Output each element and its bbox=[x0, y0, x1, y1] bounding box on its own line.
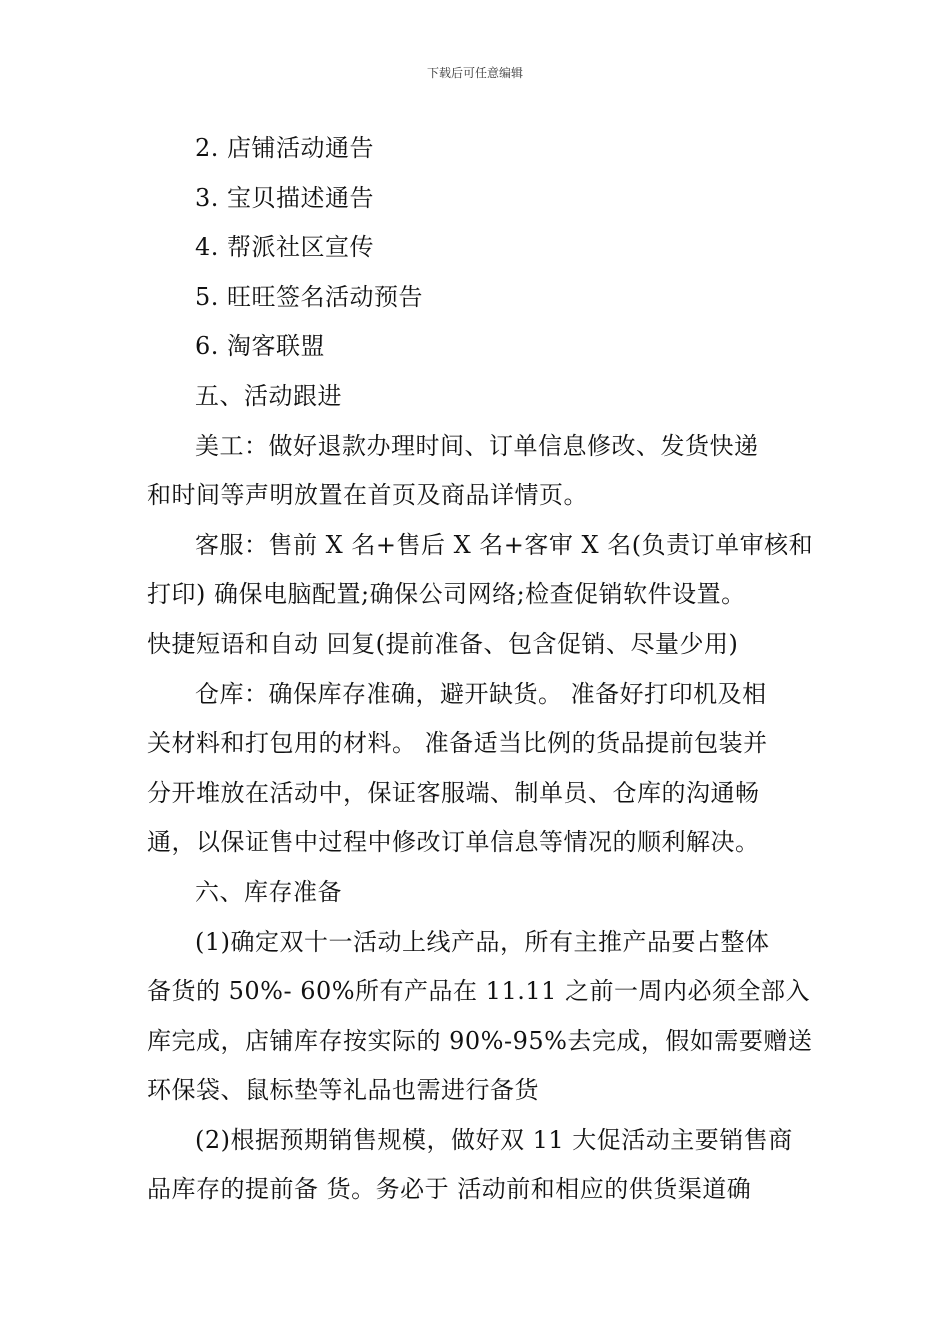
list-item-3: 3. 宝贝描述通告 bbox=[195, 183, 375, 212]
paragraph-line: (2)根据预期销售规模，做好双 11 大促活动主要销售商 bbox=[195, 1125, 793, 1154]
paragraph-line: 和时间等声明放置在首页及商品详情页。 bbox=[147, 481, 588, 510]
paragraph-line: 库完成，店铺库存按实际的 90%-95%去完成，假如需要赠送 bbox=[147, 1026, 813, 1055]
page-header: 下载后可任意编辑 bbox=[426, 66, 523, 80]
paragraph-line: (1)确定双十一活动上线产品，所有主推产品要占整体 bbox=[195, 927, 770, 956]
paragraph-line: 美工：做好退款办理时间、订单信息修改、发货快递 bbox=[195, 431, 759, 460]
paragraph-line: 环保袋、鼠标垫等礼品也需进行备货 bbox=[147, 1076, 539, 1105]
list-item-2: 2. 店铺活动通告 bbox=[195, 134, 375, 162]
paragraph-line: 打印) 确保电脑配置;确保公司网络;检查促销软件设置。 bbox=[147, 580, 746, 609]
paragraph-line: 通，以保证售中过程中修改订单信息等情况的顺利解决。 bbox=[147, 828, 760, 857]
paragraph-line: 关材料和打包用的材料。 准备适当比例的货品提前包装并 bbox=[147, 729, 768, 758]
list-item-5: 5. 旺旺签名活动预告 bbox=[195, 282, 424, 311]
paragraph-line: 品库存的提前备 货。务必于 活动前和相应的供货渠道确 bbox=[147, 1175, 752, 1204]
list-item-6: 6. 淘客联盟 bbox=[195, 332, 326, 361]
list-item-4: 4. 帮派社区宣传 bbox=[195, 233, 375, 262]
paragraph-line: 快捷短语和自动 回复(提前准备、包含促销、尽量少用) bbox=[147, 629, 739, 658]
paragraph-line: 备货的 50%- 60%所有产品在 11.11 之前一周内必须全部入 bbox=[147, 977, 811, 1006]
paragraph-line: 分开堆放在活动中，保证客服端、制单员、仓库的沟通畅 bbox=[147, 778, 760, 807]
paragraph-line: 仓库：确保库存准确，避开缺货。 准备好打印机及相 bbox=[195, 679, 767, 708]
section-heading-6: 六、库存准备 bbox=[195, 877, 342, 906]
document-body bbox=[147, 124, 814, 1215]
paragraph-line: 客服：售前 X 名+售后 X 名+客审 X 名(负责订单审核和 bbox=[195, 530, 814, 559]
section-heading-5: 五、活动跟进 bbox=[195, 381, 342, 410]
